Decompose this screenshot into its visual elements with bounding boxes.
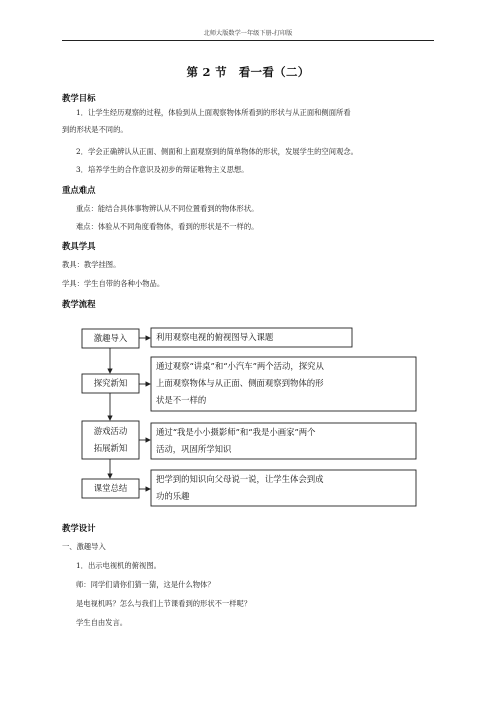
step-label-explore: 探究新知: [93, 378, 128, 388]
design-section-1: 一、激趣导入: [62, 542, 106, 551]
content-box-3: [151, 423, 416, 459]
step-label-game: 游戏活动: [93, 426, 128, 436]
design-item-4: 学生自由发言。: [76, 618, 128, 627]
step-content-summary-2: 功的乐趣: [156, 491, 190, 501]
content-box-1: [151, 328, 352, 347]
step-box-3: [82, 421, 139, 459]
design-item-2: 师：同学们请你们猜一猜，这是什么物体？: [76, 580, 215, 589]
goals-item-3: 3．培养学生的合作意识及初步的辩证唯物主义思想。: [76, 165, 249, 174]
design-heading: 教学设计: [62, 523, 96, 533]
tools-heading: 教具学具: [62, 241, 96, 251]
tools-teacher: 教具：教学挂图。: [62, 260, 121, 269]
step-content-summary-1: 把学到的知识向父母说一说，让学生体会到成: [156, 474, 324, 484]
step-content-explore-2: 上面观察物体与从正面、侧面观察到物体的形: [156, 378, 324, 388]
step-content-intro: 利用观察电视的俯视图导入课题: [156, 332, 274, 342]
header-divider: [62, 40, 434, 41]
design-item-1: 1．出示电视机的俯视图。: [76, 561, 161, 570]
design-item-3: 是电视机吗？怎么与我们上节课看到的形状不一样呢？: [76, 599, 252, 608]
process-heading: 教学流程: [62, 299, 96, 309]
key-point-focus: 重点：能结合具体事物辨认从不同位置看到的物体形状。: [76, 204, 259, 213]
content-box-4: [151, 470, 416, 506]
step-label-summary: 课堂总结: [93, 483, 128, 493]
key-points-heading: 重点难点: [62, 185, 96, 195]
step-box-4: [82, 479, 139, 498]
step-label-extend: 拓展新知: [93, 443, 128, 453]
key-point-difficulty: 难点：体验从不同角度看物体，看到的形状是不一样的。: [76, 222, 259, 231]
goals-item-2: 2．学会正确辨认从正面、侧面和上面观察到的简单物体的形状，发展学生的空间观念。: [76, 147, 358, 156]
goals-item-1-cont: 到的形状是不同的。: [62, 125, 128, 134]
step-content-explore-1: 通过观察“讲桌”和“小汽车”两个活动，探究从: [156, 361, 324, 371]
content-box-2: [151, 357, 416, 411]
goals-heading: 教学目标: [62, 93, 96, 103]
step-content-game-2: 活动，巩固所学知识: [156, 444, 232, 454]
page-title: 第 2 节 看一看（二）: [186, 65, 310, 79]
step-box-2: [82, 374, 139, 393]
step-content-game-1: 通过“我是小小摄影师”和“我是小画家”两个: [156, 427, 316, 437]
header-text: 北师大版数学一年级下册-打印版: [203, 30, 293, 37]
tools-student: 学具：学生自带的各种小物品。: [62, 279, 165, 288]
step-content-explore-3: 状是不一样的: [156, 395, 207, 405]
step-label-intro: 激趣导入: [93, 333, 128, 343]
goals-item-1: 1．让学生经历观察的过程，体验到从上面观察物体所看到的形状与从正面和侧面所看: [76, 108, 351, 117]
step-box-1: [82, 329, 139, 348]
